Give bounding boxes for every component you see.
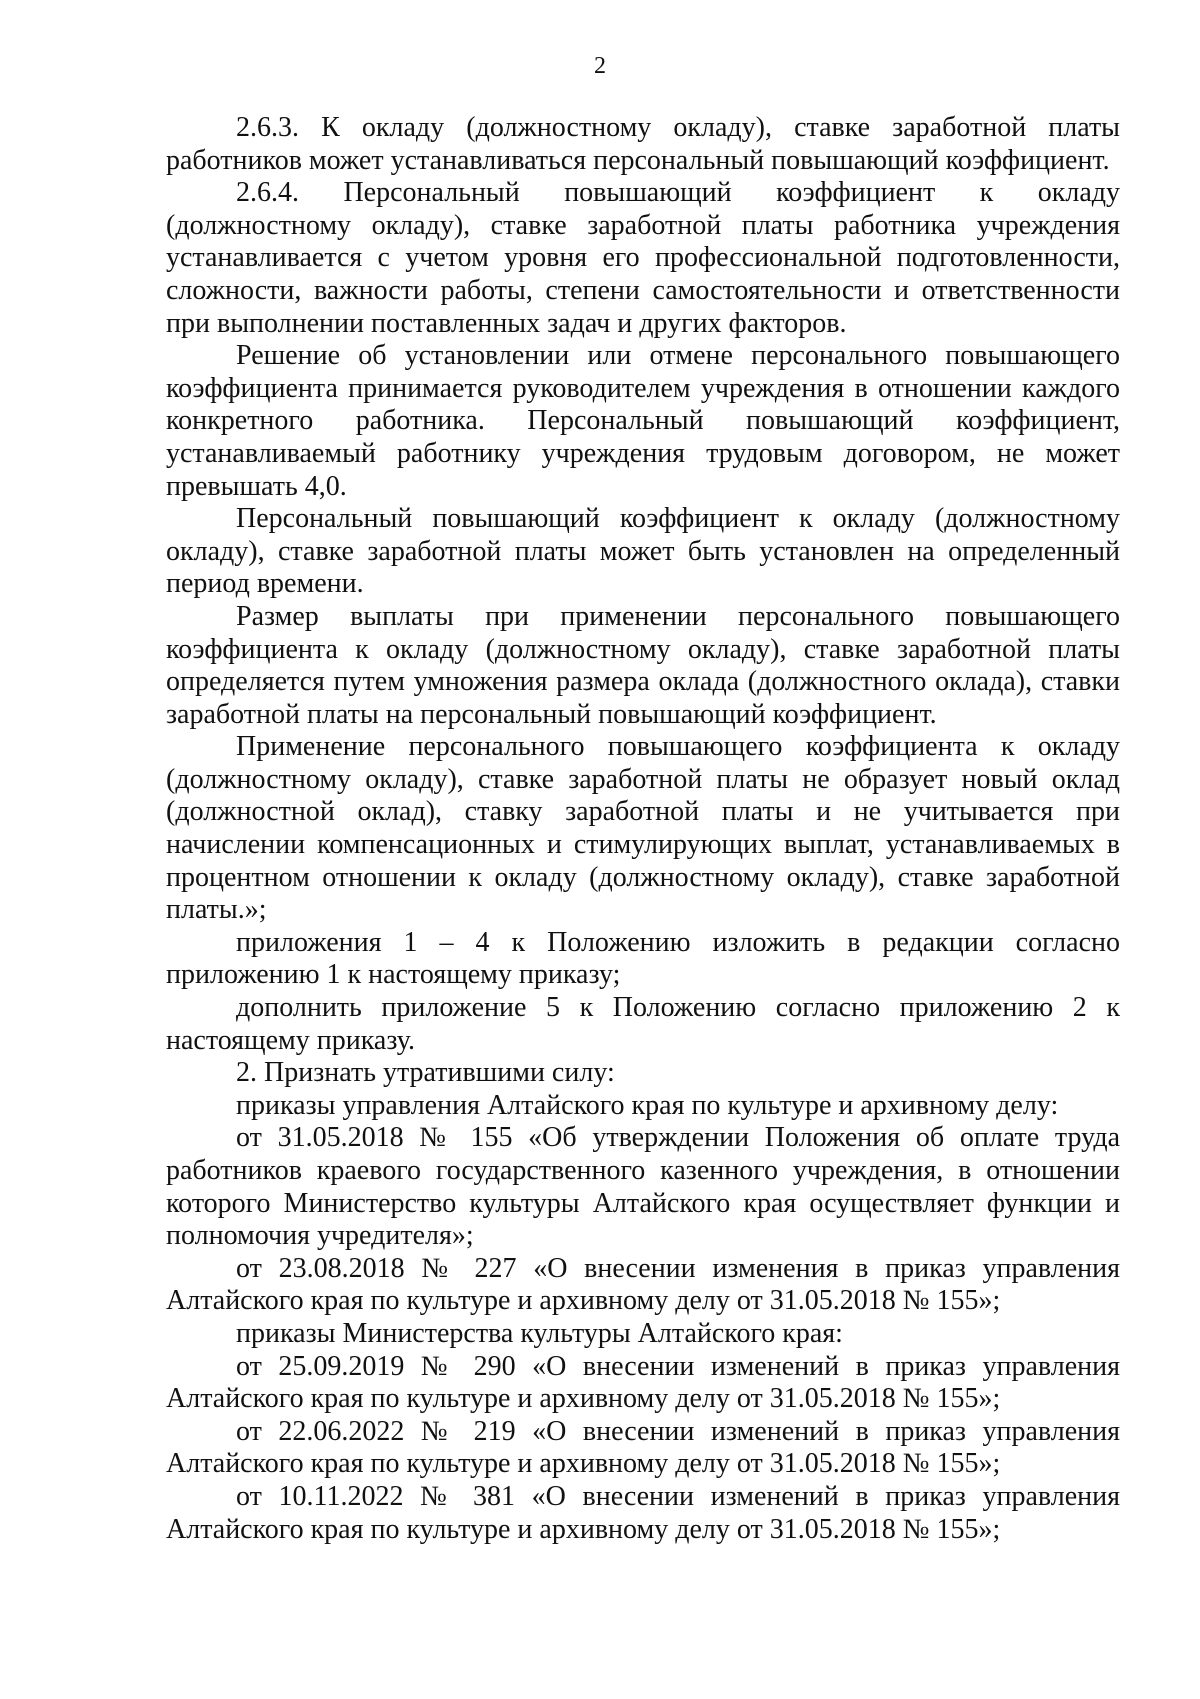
paragraph-2-6-3: 2.6.3. К окладу (должностному окладу), ставке заработной платы работников может устанавливаться персональный повышающий коэффициент. [166, 112, 1120, 176]
document-body [166, 112, 1120, 1546]
paragraph-order-219: от 22.06.2022 № 219 «О внесении изменений в приказ управления Алтайского края по культуре и архивному делу от 31.05.2018 № 155»; [166, 1415, 1120, 1480]
paragraph-ministry-orders: приказы Министерства культуры Алтайского края: [236, 1317, 843, 1349]
paragraph-order-155: от 31.05.2018 № 155 «Об утверждении Положения об оплате труда работников краевого государственного казенного учреждения, в отношении которого Министерство культуры Алтайского края осуществляет функции и полномочия учредителя»; [166, 1122, 1120, 1252]
page-number: 2 [594, 53, 606, 79]
paragraph-2-6-4: 2.6.4. Персональный повышающий коэффициент к окладу (должностному окладу), ставке заработной платы работника учреждения устанавливается с учетом уровня его профессиональной подготовленности, сложности, важности работы, степени самостоятельности и ответственности при выполнении поставленных задач и других факторов. [166, 177, 1120, 339]
paragraph-order-381: от 10.11.2022 № 381 «О внесении изменений в приказ управления Алтайского края по культуре и архивному делу от 31.05.2018 № 155»; [166, 1480, 1120, 1545]
paragraph-appendices-1-4: приложения 1 – 4 к Положению изложить в редакции согласно приложению 1 к настоящему приказу; [166, 926, 1120, 991]
paragraph-coefficient-decision: Решение об установлении или отмене персонального повышающего коэффициента принимается руководителем учреждения в отношении каждого конкретного работника. Персональный повышающий коэффициент, устанавливаемый работнику учреждения трудовым договором, не может превышать 4,0. [166, 340, 1120, 502]
paragraph-coefficient-application: Применение персонального повышающего коэффициента к окладу (должностному окладу), ставке заработной платы не образует новый оклад (должностной оклад), ставку заработной платы и не учитывается при начислении компенсационных и стимулирующих выплат, устанавливаемых в процентном отношении к окладу (должностному окладу), ставке заработной платы.»; [166, 731, 1120, 926]
paragraph-coefficient-period: Персональный повышающий коэффициент к окладу (должностному окладу), ставке заработной платы может быть установлен на определенный период времени. [166, 503, 1120, 600]
paragraph-order-290: от 25.09.2019 № 290 «О внесении изменений в приказ управления Алтайского края по культуре и архивному делу от 31.05.2018 № 155»; [166, 1350, 1120, 1415]
paragraph-section-2-heading: 2. Признать утратившими силу: [236, 1057, 615, 1089]
paragraph-payment-size: Размер выплаты при применении персонального повышающего коэффициента к окладу (должностному окладу), ставке заработной платы определяется путем умножения размера оклада (должностного оклада), ставки заработной платы на персональный повышающий коэффициент. [166, 600, 1120, 730]
paragraph-order-227: от 23.08.2018 № 227 «О внесении изменения в приказ управления Алтайского края по культуре и архивному делу от 31.05.2018 № 155»; [166, 1252, 1120, 1317]
paragraph-appendix-5: дополнить приложение 5 к Положению согласно приложению 2 к настоящему приказу. [166, 992, 1120, 1056]
paragraph-department-orders: приказы управления Алтайского края по культуре и архивному делу: [236, 1089, 1059, 1121]
